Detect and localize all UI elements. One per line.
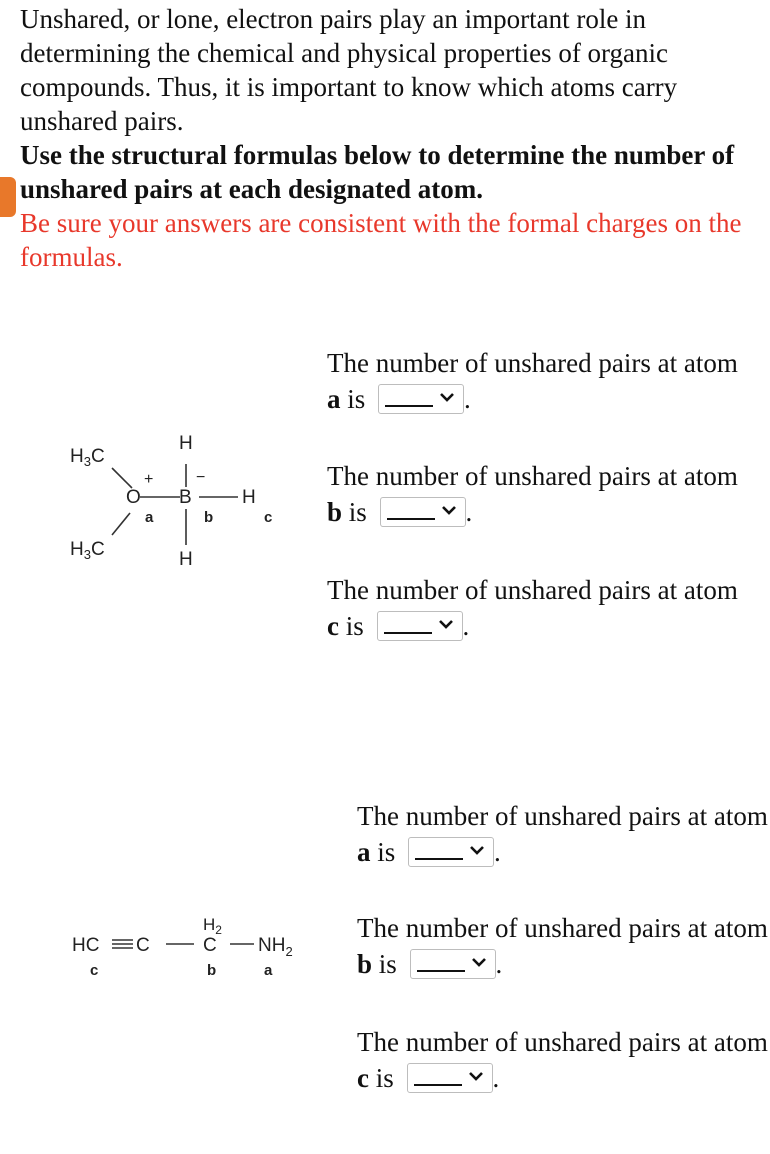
alkyne-c-label: C	[136, 935, 150, 956]
h-top-label: H	[179, 433, 193, 454]
select-blank	[384, 632, 432, 634]
chevron-down-icon	[469, 842, 485, 858]
hc-label: HC	[72, 935, 100, 956]
boron-label: B	[179, 487, 192, 508]
minus-charge: −	[196, 469, 206, 486]
p2-atom-a-select[interactable]	[408, 837, 494, 867]
ch2-c-label: C	[203, 935, 217, 956]
chevron-down-icon	[438, 616, 454, 632]
h-bottom-label: H	[179, 549, 193, 570]
h2-label: $H_2$	[203, 915, 222, 937]
p2-atom-b-select[interactable]	[410, 949, 496, 979]
chevron-down-icon	[441, 502, 457, 518]
oxygen-label: O	[126, 487, 141, 508]
p2-atom-c-select[interactable]	[407, 1063, 493, 1093]
atom-label-a: a	[264, 962, 273, 979]
atom-label-b: b	[207, 962, 217, 979]
p2-question-b: The number of unshared pairs at atom b is .	[357, 913, 768, 979]
ch3-bottom-label: $H_3C$	[70, 539, 105, 562]
atom-label-c: c	[264, 509, 273, 526]
select-blank	[385, 405, 433, 407]
p1-question-b: The number of unshared pairs at atom b is .	[327, 461, 738, 527]
select-blank	[415, 858, 463, 860]
p1-atom-a-select[interactable]	[378, 384, 464, 414]
atom-label-c: c	[90, 962, 99, 979]
h-right-label: H	[242, 487, 256, 508]
chevron-down-icon	[468, 1068, 484, 1084]
p2-question-c: The number of unshared pairs at atom c is .	[357, 1027, 768, 1093]
chevron-down-icon	[439, 389, 455, 405]
p1-atom-b-select[interactable]	[380, 497, 466, 527]
intro-text: Unshared, or lone, electron pairs play an important role in determining the chemical and physical properties of organic compounds. Thus, it is important to know which atoms carry unshared pairs.	[20, 4, 678, 136]
nh2-label: $NH_2$	[258, 935, 293, 959]
select-blank	[417, 970, 465, 972]
plus-charge: +	[144, 471, 154, 488]
select-blank	[387, 518, 435, 520]
p1-question-c: The number of unshared pairs at atom c is .	[327, 575, 738, 641]
chevron-down-icon	[471, 954, 487, 970]
p2-question-a: The number of unshared pairs at atom a is .	[357, 801, 768, 867]
formal-charge-note: Be sure your answers are consistent with the formal charges on the formulas.	[20, 208, 742, 272]
p1-question-a: The number of unshared pairs at atom a is .	[327, 348, 738, 414]
p1-atom-c-select[interactable]	[377, 611, 463, 641]
ch3-top-label: $H_3C$	[70, 446, 105, 469]
select-blank	[414, 1084, 462, 1086]
atom-label-a: a	[145, 509, 154, 526]
atom-label-b: b	[204, 509, 214, 526]
instruction-text: Use the structural formulas below to determine the number of unshared pairs at each designated atom.	[20, 140, 735, 204]
